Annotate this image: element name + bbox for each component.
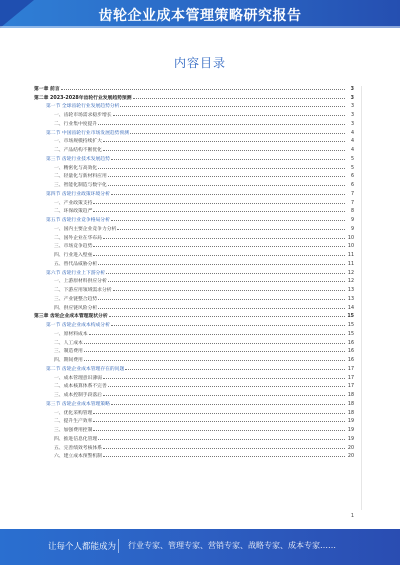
toc-entry[interactable]	[34, 398, 354, 407]
toc-entry[interactable]	[34, 232, 354, 241]
toc-entry-page: 3	[350, 104, 354, 110]
toc-entry[interactable]	[34, 302, 354, 311]
toc-entry[interactable]	[34, 416, 354, 425]
footer-slogan-left: 让每个人都能成为	[48, 542, 117, 552]
toc-entry[interactable]	[34, 197, 354, 206]
toc-entry-page: 17	[347, 384, 354, 390]
toc-entry-title: 第四节 齿轮行业政策环境分析	[46, 191, 110, 197]
toc-entry[interactable]	[34, 442, 354, 451]
toc-entry-title: 第三章 齿轮企业成本管理现状分析	[34, 314, 108, 320]
toc-entry-title: 五、替代品威胁分析	[54, 261, 98, 267]
page-margin-line	[361, 86, 362, 510]
footer-divider	[118, 539, 119, 553]
toc-entry-page: 10	[347, 244, 354, 250]
toc-entry-page: 10	[347, 235, 354, 241]
toc-entry-title: 三、产业链整合趋势	[54, 296, 98, 302]
toc-entry-title: 一、成本管理意识薄弱	[54, 375, 102, 381]
toc-entry[interactable]	[34, 311, 354, 320]
toc-entry-page: 9	[350, 226, 354, 232]
toc-entry[interactable]	[34, 381, 354, 390]
toc-entry[interactable]	[34, 319, 354, 328]
toc-dot-leader	[109, 316, 345, 317]
toc-entry[interactable]	[34, 109, 354, 118]
toc-entry[interactable]	[34, 363, 354, 372]
toc-entry[interactable]	[34, 276, 354, 285]
toc-entry-title: 一、原材料成本	[54, 331, 88, 337]
toc-entry[interactable]	[34, 144, 354, 153]
page-number: 1	[350, 513, 354, 519]
toc-dot-leader	[103, 238, 345, 239]
toc-dot-leader	[98, 299, 345, 300]
toc-entry[interactable]	[34, 83, 354, 92]
toc-entry-page: 6	[350, 183, 354, 188]
toc-entry[interactable]	[34, 249, 354, 258]
toc-entry-title: 一、上游原材料供应分析	[54, 279, 107, 285]
toc-entry-title: 第一章 前言	[34, 86, 60, 92]
footer-band	[0, 529, 400, 565]
toc-dot-leader	[113, 290, 345, 291]
toc-dot-leader	[125, 369, 345, 370]
toc-dot-leader	[98, 308, 345, 309]
toc-entry-page: 13	[347, 296, 354, 302]
toc-dot-leader	[111, 404, 345, 405]
toc-entry-page: 9	[350, 218, 354, 223]
toc-entry-page: 3	[350, 113, 354, 118]
toc-entry[interactable]	[34, 407, 354, 416]
toc-entry[interactable]	[34, 188, 354, 197]
toc-entry[interactable]	[34, 328, 354, 337]
toc-dot-leader	[89, 334, 345, 335]
toc-entry-page: 20	[347, 454, 354, 460]
toc-entry[interactable]	[34, 101, 354, 110]
toc-dot-leader	[108, 281, 345, 282]
toc-dot-leader	[120, 106, 345, 107]
toc-entry-page: 4	[350, 148, 354, 153]
toc-entry-page: 18	[347, 401, 354, 407]
toc-entry-title: 一、国内主要企业竞争力分析	[54, 226, 117, 232]
toc-entry[interactable]	[34, 372, 354, 381]
toc-dot-leader	[108, 185, 345, 186]
toc-entry-page: 6	[350, 174, 354, 180]
toc-entry-title: 二、成本核算体系不完善	[54, 384, 107, 390]
toc-entry-title: 第二节 中国齿轮行业市场发展趋势预测	[46, 130, 130, 136]
toc-entry-title: 二、行业集中度提升	[54, 121, 98, 127]
toc-dot-leader	[103, 378, 345, 379]
footer-slogan-right: 行业专家、管理专家、营销专家、战略专家、成本专家……	[128, 541, 336, 550]
toc-entry[interactable]	[34, 214, 354, 223]
toc-entry-page: 14	[347, 305, 354, 311]
toc-entry-page: 19	[347, 428, 354, 433]
toc-dot-leader	[93, 421, 345, 422]
toc-entry[interactable]	[34, 337, 354, 346]
toc-dot-leader	[113, 115, 345, 116]
toc-entry-title: 二、国外企业在华布局	[54, 235, 102, 241]
toc-dot-leader	[98, 124, 345, 125]
toc-entry-page: 16	[347, 349, 354, 355]
toc-entry-title: 三、加强费用控制	[54, 428, 93, 433]
toc-dot-leader	[61, 89, 345, 90]
toc-entry-title: 四、期间费用	[54, 358, 83, 363]
toc-dot-leader	[111, 159, 345, 160]
toc-entry-title: 第一节 齿轮企业成本构成分析	[46, 323, 110, 328]
toc-entry-page: 3	[350, 86, 354, 92]
toc-entry-title: 第一节 全球齿轮行业发展趋势分析	[46, 104, 120, 110]
toc-entry-title: 四、行业进入壁垒	[54, 253, 93, 258]
toc-entry-page: 16	[347, 358, 354, 363]
toc-entry-page: 18	[347, 410, 354, 416]
toc-dot-leader	[133, 98, 345, 99]
toc-entry-title: 一、市场规模持续扩大	[54, 139, 102, 145]
toc-entry-page: 8	[350, 209, 354, 215]
toc-entry-title: 一、齿轮市场需求稳步增长	[54, 113, 112, 118]
toc-entry-title: 第三节 齿轮行业技术发展趋势	[46, 156, 110, 162]
toc-entry-title: 第五节 齿轮行业竞争格局分析	[46, 218, 110, 223]
toc-dot-leader	[103, 150, 345, 151]
toc-dot-leader	[84, 343, 345, 344]
header-band	[0, 0, 400, 28]
toc-entry-page: 15	[347, 314, 354, 320]
toc-entry[interactable]	[34, 171, 354, 180]
toc-dot-leader	[93, 413, 345, 414]
toc-entry-title: 二、下游应用领域需求分析	[54, 288, 112, 293]
toc-entry[interactable]	[34, 346, 354, 355]
toc-entry-page: 7	[350, 200, 354, 206]
toc-dot-leader	[117, 229, 345, 230]
toc-entry[interactable]	[34, 354, 354, 363]
toc-dot-leader	[108, 386, 345, 387]
toc-entry[interactable]	[34, 389, 354, 398]
toc-entry-page: 15	[347, 331, 354, 337]
toc-entry-title: 三、成本控制手段落后	[54, 393, 102, 398]
toc-entry-page: 4	[350, 139, 354, 145]
toc-dot-leader	[93, 430, 345, 431]
toc-entry-title: 一、精密化与高效化	[54, 165, 98, 171]
toc-entry-title: 六、建立成本预警机制	[54, 454, 102, 460]
toc-entry-title: 第二章 2023-2028年齿轮行业发展趋势预测	[34, 95, 132, 101]
toc-entry-page: 12	[347, 279, 354, 285]
toc-entry[interactable]	[34, 136, 354, 145]
toc-dot-leader	[130, 133, 345, 134]
toc-dot-leader	[98, 264, 345, 265]
toc-dot-leader	[103, 448, 345, 449]
toc-heading: 内容目录	[173, 56, 226, 70]
toc-entry-title: 一、优化采购管理	[54, 410, 93, 416]
toc-entry-title: 第三节 齿轮企业成本管理策略	[46, 401, 110, 407]
toc-entry-title: 三、智能化制造与数字化	[54, 183, 107, 188]
toc-entry-page: 16	[347, 340, 354, 346]
toc-entry-page: 11	[347, 261, 354, 267]
toc-dot-leader	[98, 439, 345, 440]
toc-entry[interactable]	[34, 118, 354, 127]
toc-entry-title: 三、市场竞争趋势	[54, 244, 93, 250]
header-stripe	[0, 26, 400, 28]
toc-dot-leader	[84, 351, 345, 352]
toc-entry-title: 二、环保政策趋严	[54, 209, 93, 215]
toc-entry-title: 三、制造费用	[54, 349, 83, 355]
toc-entry-page: 3	[350, 121, 354, 127]
toc-entry[interactable]	[34, 433, 354, 442]
toc-entry-page: 3	[350, 95, 354, 101]
toc-entry-title: 第六节 齿轮行业上下游分析	[46, 270, 106, 276]
toc-entry-page: 19	[347, 419, 354, 425]
toc-dot-leader	[103, 141, 345, 142]
toc-entry[interactable]	[34, 293, 354, 302]
toc-entry-title: 四、推进信息化管理	[54, 436, 98, 442]
toc-entry-page: 5	[350, 165, 354, 171]
toc-entry-page: 18	[347, 393, 354, 398]
toc-dot-leader	[111, 220, 345, 221]
toc-entry[interactable]	[34, 92, 354, 101]
toc-entry-title: 一、产业政策支持	[54, 200, 93, 206]
toc-entry[interactable]	[34, 258, 354, 267]
toc-entry-title: 四、供应链风险分析	[54, 305, 98, 311]
toc-entry-title: 五、完善绩效考核体系	[54, 445, 102, 451]
toc-entry-page: 7	[350, 191, 354, 197]
toc-dot-leader	[93, 203, 345, 204]
toc-dot-leader	[93, 246, 345, 247]
toc-entry[interactable]	[34, 451, 354, 460]
report-title: 齿轮企业成本管理策略研究报告	[98, 8, 302, 24]
toc-dot-leader	[98, 168, 345, 169]
toc-entry-title: 二、提升生产效率	[54, 419, 93, 425]
toc-entry[interactable]	[34, 241, 354, 250]
toc-entry-page: 17	[347, 375, 354, 381]
toc-entry-title: 二、轻量化与新材料应用	[54, 174, 107, 180]
toc-entry-page: 20	[347, 445, 354, 451]
toc-dot-leader	[103, 395, 345, 396]
toc-entry-page: 5	[350, 156, 354, 162]
toc-entry[interactable]	[34, 127, 354, 136]
toc-entry-page: 17	[347, 366, 354, 372]
toc-entry-page: 11	[347, 253, 354, 258]
toc-entry-page: 4	[350, 130, 354, 136]
toc-dot-leader	[108, 176, 345, 177]
toc-entry-page: 12	[347, 270, 354, 276]
toc-entry-title: 二、人工成本	[54, 340, 83, 346]
toc-entry[interactable]	[34, 153, 354, 162]
toc-dot-leader	[111, 194, 345, 195]
toc-entry-title: 二、产品结构不断优化	[54, 148, 102, 153]
toc-entry[interactable]	[34, 179, 354, 188]
table-of-contents	[34, 83, 354, 459]
toc-dot-leader	[84, 360, 345, 361]
toc-entry-page: 19	[347, 436, 354, 442]
toc-entry[interactable]	[34, 206, 354, 215]
toc-dot-leader	[93, 211, 345, 212]
toc-entry[interactable]	[34, 267, 354, 276]
toc-entry[interactable]	[34, 424, 354, 433]
toc-entry-page: 15	[347, 323, 354, 328]
toc-entry-page: 13	[347, 288, 354, 293]
toc-entry-title: 第二节 齿轮企业成本管理存在的问题	[46, 366, 125, 372]
toc-entry[interactable]	[34, 284, 354, 293]
toc-dot-leader	[106, 273, 345, 274]
toc-entry[interactable]	[34, 162, 354, 171]
toc-dot-leader	[93, 255, 345, 256]
toc-dot-leader	[103, 456, 345, 457]
toc-entry[interactable]	[34, 223, 354, 232]
toc-dot-leader	[111, 325, 345, 326]
